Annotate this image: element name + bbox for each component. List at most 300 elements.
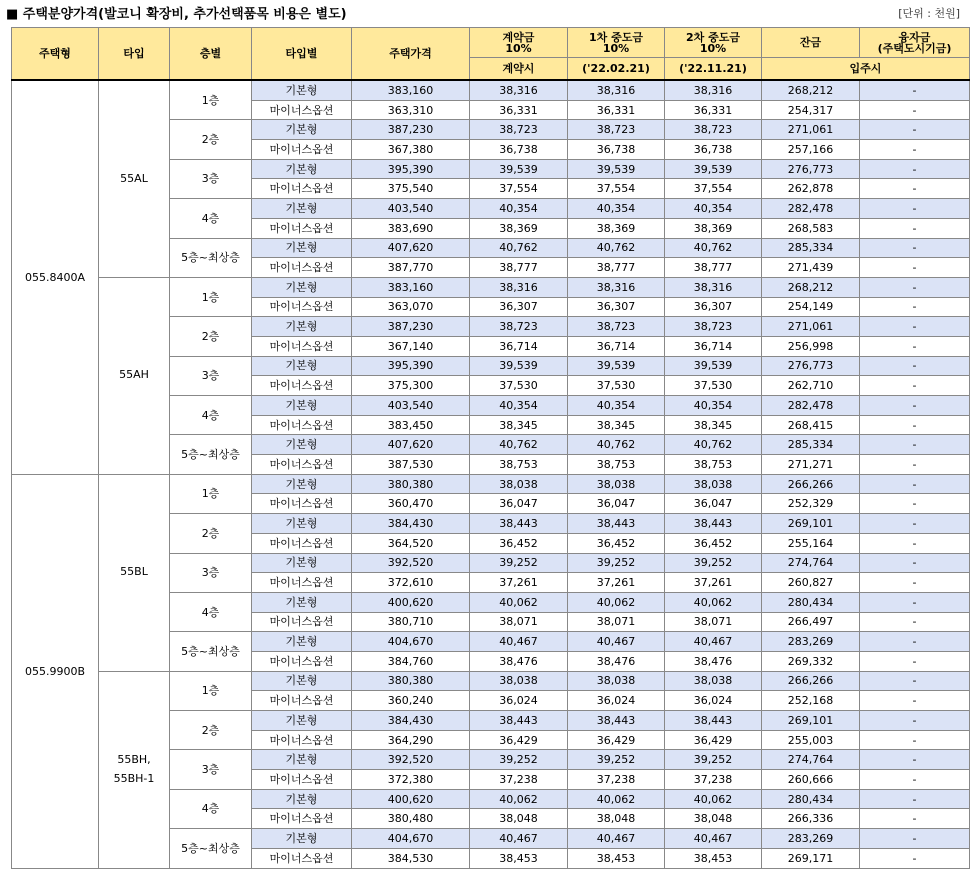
page-title: ■ 주택분양가격(발코니 확장비, 추가선택품목 비용은 별도) [6,7,347,22]
price-cell: 380,380 [352,671,470,691]
deposit-cell: 38,753 [470,455,568,475]
type-by-cell: 마이너스옵션 [252,415,352,435]
mid2-cell: 37,554 [665,179,762,199]
type-cell: 55BL [99,474,170,671]
price-cell: 404,670 [352,829,470,849]
deposit-cell: 37,261 [470,573,568,593]
house-type-cell: 055.9900B [12,474,99,868]
price-cell: 392,520 [352,553,470,573]
balance-cell: 256,998 [762,336,860,356]
mid1-cell: 37,238 [568,770,665,790]
header-price: 주택가격 [352,28,470,81]
price-cell: 364,520 [352,533,470,553]
loan-cell: - [860,612,970,632]
mid2-cell: 38,038 [665,474,762,494]
floor-cell: 2층 [170,711,252,750]
type-by-cell: 기본형 [252,829,352,849]
balance-cell: 271,061 [762,317,860,337]
table-row [12,80,970,100]
mid1-cell: 38,753 [568,455,665,475]
loan-cell: - [860,809,970,829]
mid2-cell: 40,467 [665,632,762,652]
type-by-cell: 마이너스옵션 [252,533,352,553]
type-by-cell: 마이너스옵션 [252,770,352,790]
loan-cell: - [860,474,970,494]
floor-cell: 5층~최상층 [170,632,252,671]
table-row [12,474,970,494]
loan-cell: - [860,691,970,711]
balance-cell: 254,149 [762,297,860,317]
mid1-cell: 37,554 [568,179,665,199]
table-row [12,671,970,691]
mid2-cell: 40,062 [665,789,762,809]
deposit-cell: 38,048 [470,809,568,829]
type-by-cell: 기본형 [252,711,352,731]
mid2-cell: 36,024 [665,691,762,711]
type-by-cell: 마이너스옵션 [252,455,352,475]
balance-cell: 271,271 [762,455,860,475]
header-floor: 층별 [170,28,252,81]
mid2-cell: 37,261 [665,573,762,593]
loan-cell: - [860,258,970,278]
header-mid2-when: ('22.11.21) [665,58,762,81]
loan-cell: - [860,435,970,455]
balance-cell: 276,773 [762,356,860,376]
balance-cell: 260,666 [762,770,860,790]
type-by-cell: 기본형 [252,671,352,691]
loan-cell: - [860,80,970,100]
balance-cell: 280,434 [762,592,860,612]
floor-cell: 5층~최상층 [170,238,252,277]
header-balance-when: 입주시 [762,58,970,81]
type-by-cell: 마이너스옵션 [252,376,352,396]
deposit-cell: 36,738 [470,140,568,160]
mid1-cell: 37,261 [568,573,665,593]
mid2-cell: 38,345 [665,415,762,435]
balance-cell: 266,266 [762,474,860,494]
mid1-cell: 38,038 [568,671,665,691]
balance-cell: 255,164 [762,533,860,553]
mid1-cell: 40,354 [568,199,665,219]
type-by-cell: 기본형 [252,120,352,140]
mid1-cell: 38,443 [568,711,665,731]
balance-cell: 283,269 [762,829,860,849]
deposit-cell: 36,307 [470,297,568,317]
mid1-cell: 40,062 [568,592,665,612]
type-by-cell: 기본형 [252,396,352,416]
balance-cell: 269,101 [762,711,860,731]
type-by-cell: 기본형 [252,789,352,809]
deposit-cell: 40,062 [470,592,568,612]
mid2-cell: 38,316 [665,277,762,297]
header-mid1: 1차 중도금 10% [568,28,665,58]
mid2-cell: 40,354 [665,199,762,219]
floor-cell: 4층 [170,199,252,238]
mid2-cell: 38,369 [665,218,762,238]
mid2-cell: 40,062 [665,592,762,612]
balance-cell: 252,168 [762,691,860,711]
deposit-cell: 40,354 [470,396,568,416]
floor-cell: 1층 [170,277,252,316]
floor-cell: 4층 [170,789,252,828]
loan-cell: - [860,297,970,317]
price-cell: 360,470 [352,494,470,514]
balance-cell: 268,415 [762,415,860,435]
deposit-cell: 37,530 [470,376,568,396]
balance-cell: 268,212 [762,277,860,297]
balance-cell: 274,764 [762,750,860,770]
mid2-cell: 36,714 [665,336,762,356]
mid2-cell: 38,453 [665,848,762,868]
balance-cell: 260,827 [762,573,860,593]
deposit-cell: 40,762 [470,238,568,258]
deposit-cell: 39,252 [470,750,568,770]
loan-cell: - [860,218,970,238]
mid1-cell: 40,762 [568,435,665,455]
floor-cell: 3층 [170,356,252,395]
price-cell: 383,160 [352,80,470,100]
loan-cell: - [860,730,970,750]
loan-cell: - [860,514,970,534]
balance-cell: 271,439 [762,258,860,278]
loan-cell: - [860,376,970,396]
type-by-cell: 마이너스옵션 [252,218,352,238]
mid2-cell: 36,307 [665,297,762,317]
mid2-cell: 37,530 [665,376,762,396]
loan-cell: - [860,238,970,258]
balance-cell: 257,166 [762,140,860,160]
type-by-cell: 마이너스옵션 [252,336,352,356]
mid2-cell: 36,047 [665,494,762,514]
balance-cell: 282,478 [762,199,860,219]
type-by-cell: 마이너스옵션 [252,848,352,868]
loan-cell: - [860,415,970,435]
type-by-cell: 기본형 [252,317,352,337]
type-by-cell: 기본형 [252,750,352,770]
deposit-cell: 40,062 [470,789,568,809]
deposit-cell: 37,554 [470,179,568,199]
mid1-cell: 40,062 [568,789,665,809]
type-cell: 55BH, 55BH-1 [99,671,170,868]
type-by-cell: 기본형 [252,356,352,376]
loan-cell: - [860,671,970,691]
balance-cell: 262,710 [762,376,860,396]
price-cell: 403,540 [352,199,470,219]
deposit-cell: 38,316 [470,80,568,100]
deposit-cell: 38,316 [470,277,568,297]
mid1-cell: 38,369 [568,218,665,238]
deposit-cell: 39,539 [470,356,568,376]
type-by-cell: 기본형 [252,159,352,179]
type-cell: 55AH [99,277,170,474]
header-house-type: 주택형 [12,28,99,81]
price-cell: 380,710 [352,612,470,632]
mid1-cell: 40,354 [568,396,665,416]
mid2-cell: 39,252 [665,750,762,770]
mid2-cell: 38,476 [665,651,762,671]
floor-cell: 5층~최상층 [170,435,252,474]
type-by-cell: 마이너스옵션 [252,651,352,671]
deposit-cell: 38,071 [470,612,568,632]
floor-cell: 2층 [170,317,252,356]
mid1-cell: 39,539 [568,356,665,376]
mid2-cell: 38,777 [665,258,762,278]
type-by-cell: 마이너스옵션 [252,612,352,632]
floor-cell: 3층 [170,159,252,198]
price-cell: 360,240 [352,691,470,711]
type-by-cell: 마이너스옵션 [252,258,352,278]
loan-cell: - [860,356,970,376]
header-loan: 융자금 (주택도시기금) [860,28,970,58]
type-by-cell: 마이너스옵션 [252,494,352,514]
type-by-cell: 마이너스옵션 [252,809,352,829]
mid2-cell: 36,738 [665,140,762,160]
balance-cell: 255,003 [762,730,860,750]
deposit-cell: 38,476 [470,651,568,671]
deposit-cell: 36,714 [470,336,568,356]
price-cell: 372,380 [352,770,470,790]
deposit-cell: 36,047 [470,494,568,514]
deposit-cell: 39,539 [470,159,568,179]
deposit-cell: 39,252 [470,553,568,573]
price-cell: 384,530 [352,848,470,868]
unit-label: [단위 : 천원] [898,7,960,20]
type-by-cell: 기본형 [252,435,352,455]
mid2-cell: 40,467 [665,829,762,849]
mid1-cell: 38,071 [568,612,665,632]
loan-cell: - [860,199,970,219]
mid1-cell: 38,316 [568,80,665,100]
type-by-cell: 마이너스옵션 [252,179,352,199]
mid1-cell: 39,539 [568,159,665,179]
price-table [11,27,970,869]
floor-cell: 1층 [170,80,252,120]
mid2-cell: 38,443 [665,711,762,731]
mid1-cell: 36,738 [568,140,665,160]
deposit-cell: 37,238 [470,770,568,790]
price-cell: 367,140 [352,336,470,356]
mid1-cell: 38,038 [568,474,665,494]
price-cell: 387,230 [352,317,470,337]
floor-cell: 5층~최상층 [170,829,252,868]
price-cell: 364,290 [352,730,470,750]
type-by-cell: 마이너스옵션 [252,297,352,317]
loan-cell: - [860,179,970,199]
price-cell: 403,540 [352,396,470,416]
mid2-cell: 38,443 [665,514,762,534]
deposit-cell: 40,467 [470,632,568,652]
price-table-body [12,80,970,868]
mid1-cell: 36,429 [568,730,665,750]
mid2-cell: 38,038 [665,671,762,691]
header-deposit-when: 계약시 [470,58,568,81]
price-cell: 375,300 [352,376,470,396]
header-type-by: 타입별 [252,28,352,81]
floor-cell: 4층 [170,592,252,631]
type-by-cell: 기본형 [252,553,352,573]
mid2-cell: 40,354 [665,396,762,416]
loan-cell: - [860,789,970,809]
type-by-cell: 마이너스옵션 [252,140,352,160]
mid1-cell: 40,762 [568,238,665,258]
deposit-cell: 38,723 [470,120,568,140]
mid2-cell: 38,316 [665,80,762,100]
loan-cell: - [860,553,970,573]
header-type: 타입 [99,28,170,81]
mid2-cell: 38,753 [665,455,762,475]
deposit-cell: 38,453 [470,848,568,868]
price-cell: 380,380 [352,474,470,494]
loan-cell: - [860,829,970,849]
price-cell: 367,380 [352,140,470,160]
deposit-cell: 36,024 [470,691,568,711]
header-mid2: 2차 중도금 10% [665,28,762,58]
loan-cell: - [860,140,970,160]
balance-cell: 266,336 [762,809,860,829]
price-cell: 384,760 [352,651,470,671]
type-by-cell: 기본형 [252,474,352,494]
table-row [12,277,970,297]
price-cell: 407,620 [352,435,470,455]
mid1-cell: 38,316 [568,277,665,297]
deposit-cell: 36,429 [470,730,568,750]
mid2-cell: 40,762 [665,435,762,455]
type-by-cell: 기본형 [252,199,352,219]
mid1-cell: 36,307 [568,297,665,317]
mid1-cell: 38,723 [568,120,665,140]
balance-cell: 252,329 [762,494,860,514]
mid2-cell: 36,452 [665,533,762,553]
mid1-cell: 39,252 [568,553,665,573]
mid2-cell: 38,071 [665,612,762,632]
type-by-cell: 기본형 [252,277,352,297]
mid1-cell: 36,714 [568,336,665,356]
mid1-cell: 38,443 [568,514,665,534]
mid2-cell: 38,723 [665,317,762,337]
house-type-cell: 055.8400A [12,80,99,474]
floor-cell: 4층 [170,396,252,435]
floor-cell: 3층 [170,750,252,789]
balance-cell: 269,171 [762,848,860,868]
loan-cell: - [860,651,970,671]
price-cell: 392,520 [352,750,470,770]
deposit-cell: 40,762 [470,435,568,455]
type-by-cell: 마이너스옵션 [252,573,352,593]
loan-cell: - [860,159,970,179]
price-cell: 400,620 [352,789,470,809]
loan-cell: - [860,317,970,337]
mid1-cell: 38,476 [568,651,665,671]
balance-cell: 280,434 [762,789,860,809]
price-cell: 407,620 [352,238,470,258]
balance-cell: 262,878 [762,179,860,199]
type-by-cell: 기본형 [252,592,352,612]
price-cell: 387,230 [352,120,470,140]
deposit-cell: 36,452 [470,533,568,553]
price-cell: 383,690 [352,218,470,238]
mid2-cell: 39,252 [665,553,762,573]
floor-cell: 2층 [170,120,252,159]
deposit-cell: 38,777 [470,258,568,278]
mid1-cell: 37,530 [568,376,665,396]
mid1-cell: 38,048 [568,809,665,829]
loan-cell: - [860,533,970,553]
floor-cell: 2층 [170,514,252,553]
deposit-cell: 38,369 [470,218,568,238]
price-cell: 383,160 [352,277,470,297]
header-deposit: 계약금 10% [470,28,568,58]
deposit-cell: 38,038 [470,671,568,691]
mid1-cell: 38,723 [568,317,665,337]
loan-cell: - [860,277,970,297]
mid1-cell: 38,345 [568,415,665,435]
loan-cell: - [860,711,970,731]
loan-cell: - [860,336,970,356]
mid2-cell: 39,539 [665,356,762,376]
price-cell: 380,480 [352,809,470,829]
balance-cell: 266,266 [762,671,860,691]
balance-cell: 271,061 [762,120,860,140]
deposit-cell: 40,467 [470,829,568,849]
deposit-cell: 38,443 [470,711,568,731]
deposit-cell: 38,443 [470,514,568,534]
mid2-cell: 38,723 [665,120,762,140]
balance-cell: 283,269 [762,632,860,652]
balance-cell: 276,773 [762,159,860,179]
mid2-cell: 38,048 [665,809,762,829]
mid1-cell: 39,252 [568,750,665,770]
price-cell: 384,430 [352,514,470,534]
type-by-cell: 기본형 [252,632,352,652]
deposit-cell: 38,038 [470,474,568,494]
type-cell: 55AL [99,80,170,277]
loan-cell: - [860,494,970,514]
balance-cell: 285,334 [762,435,860,455]
mid1-cell: 40,467 [568,632,665,652]
loan-cell: - [860,750,970,770]
price-cell: 387,530 [352,455,470,475]
mid1-cell: 36,024 [568,691,665,711]
balance-cell: 268,583 [762,218,860,238]
balance-cell: 269,101 [762,514,860,534]
type-by-cell: 기본형 [252,238,352,258]
mid1-cell: 36,452 [568,533,665,553]
balance-cell: 254,317 [762,100,860,120]
price-cell: 372,610 [352,573,470,593]
price-cell: 363,070 [352,297,470,317]
loan-cell: - [860,632,970,652]
price-cell: 404,670 [352,632,470,652]
price-cell: 395,390 [352,159,470,179]
floor-cell: 1층 [170,671,252,710]
type-by-cell: 기본형 [252,514,352,534]
deposit-cell: 38,723 [470,317,568,337]
mid2-cell: 36,331 [665,100,762,120]
price-cell: 383,450 [352,415,470,435]
price-cell: 384,430 [352,711,470,731]
price-cell: 375,540 [352,179,470,199]
loan-cell: - [860,573,970,593]
mid2-cell: 39,539 [665,159,762,179]
type-by-cell: 마이너스옵션 [252,730,352,750]
balance-cell: 274,764 [762,553,860,573]
floor-cell: 3층 [170,553,252,592]
header-balance: 잔금 [762,28,860,58]
deposit-cell: 40,354 [470,199,568,219]
deposit-cell: 36,331 [470,100,568,120]
balance-cell: 269,332 [762,651,860,671]
price-cell: 400,620 [352,592,470,612]
